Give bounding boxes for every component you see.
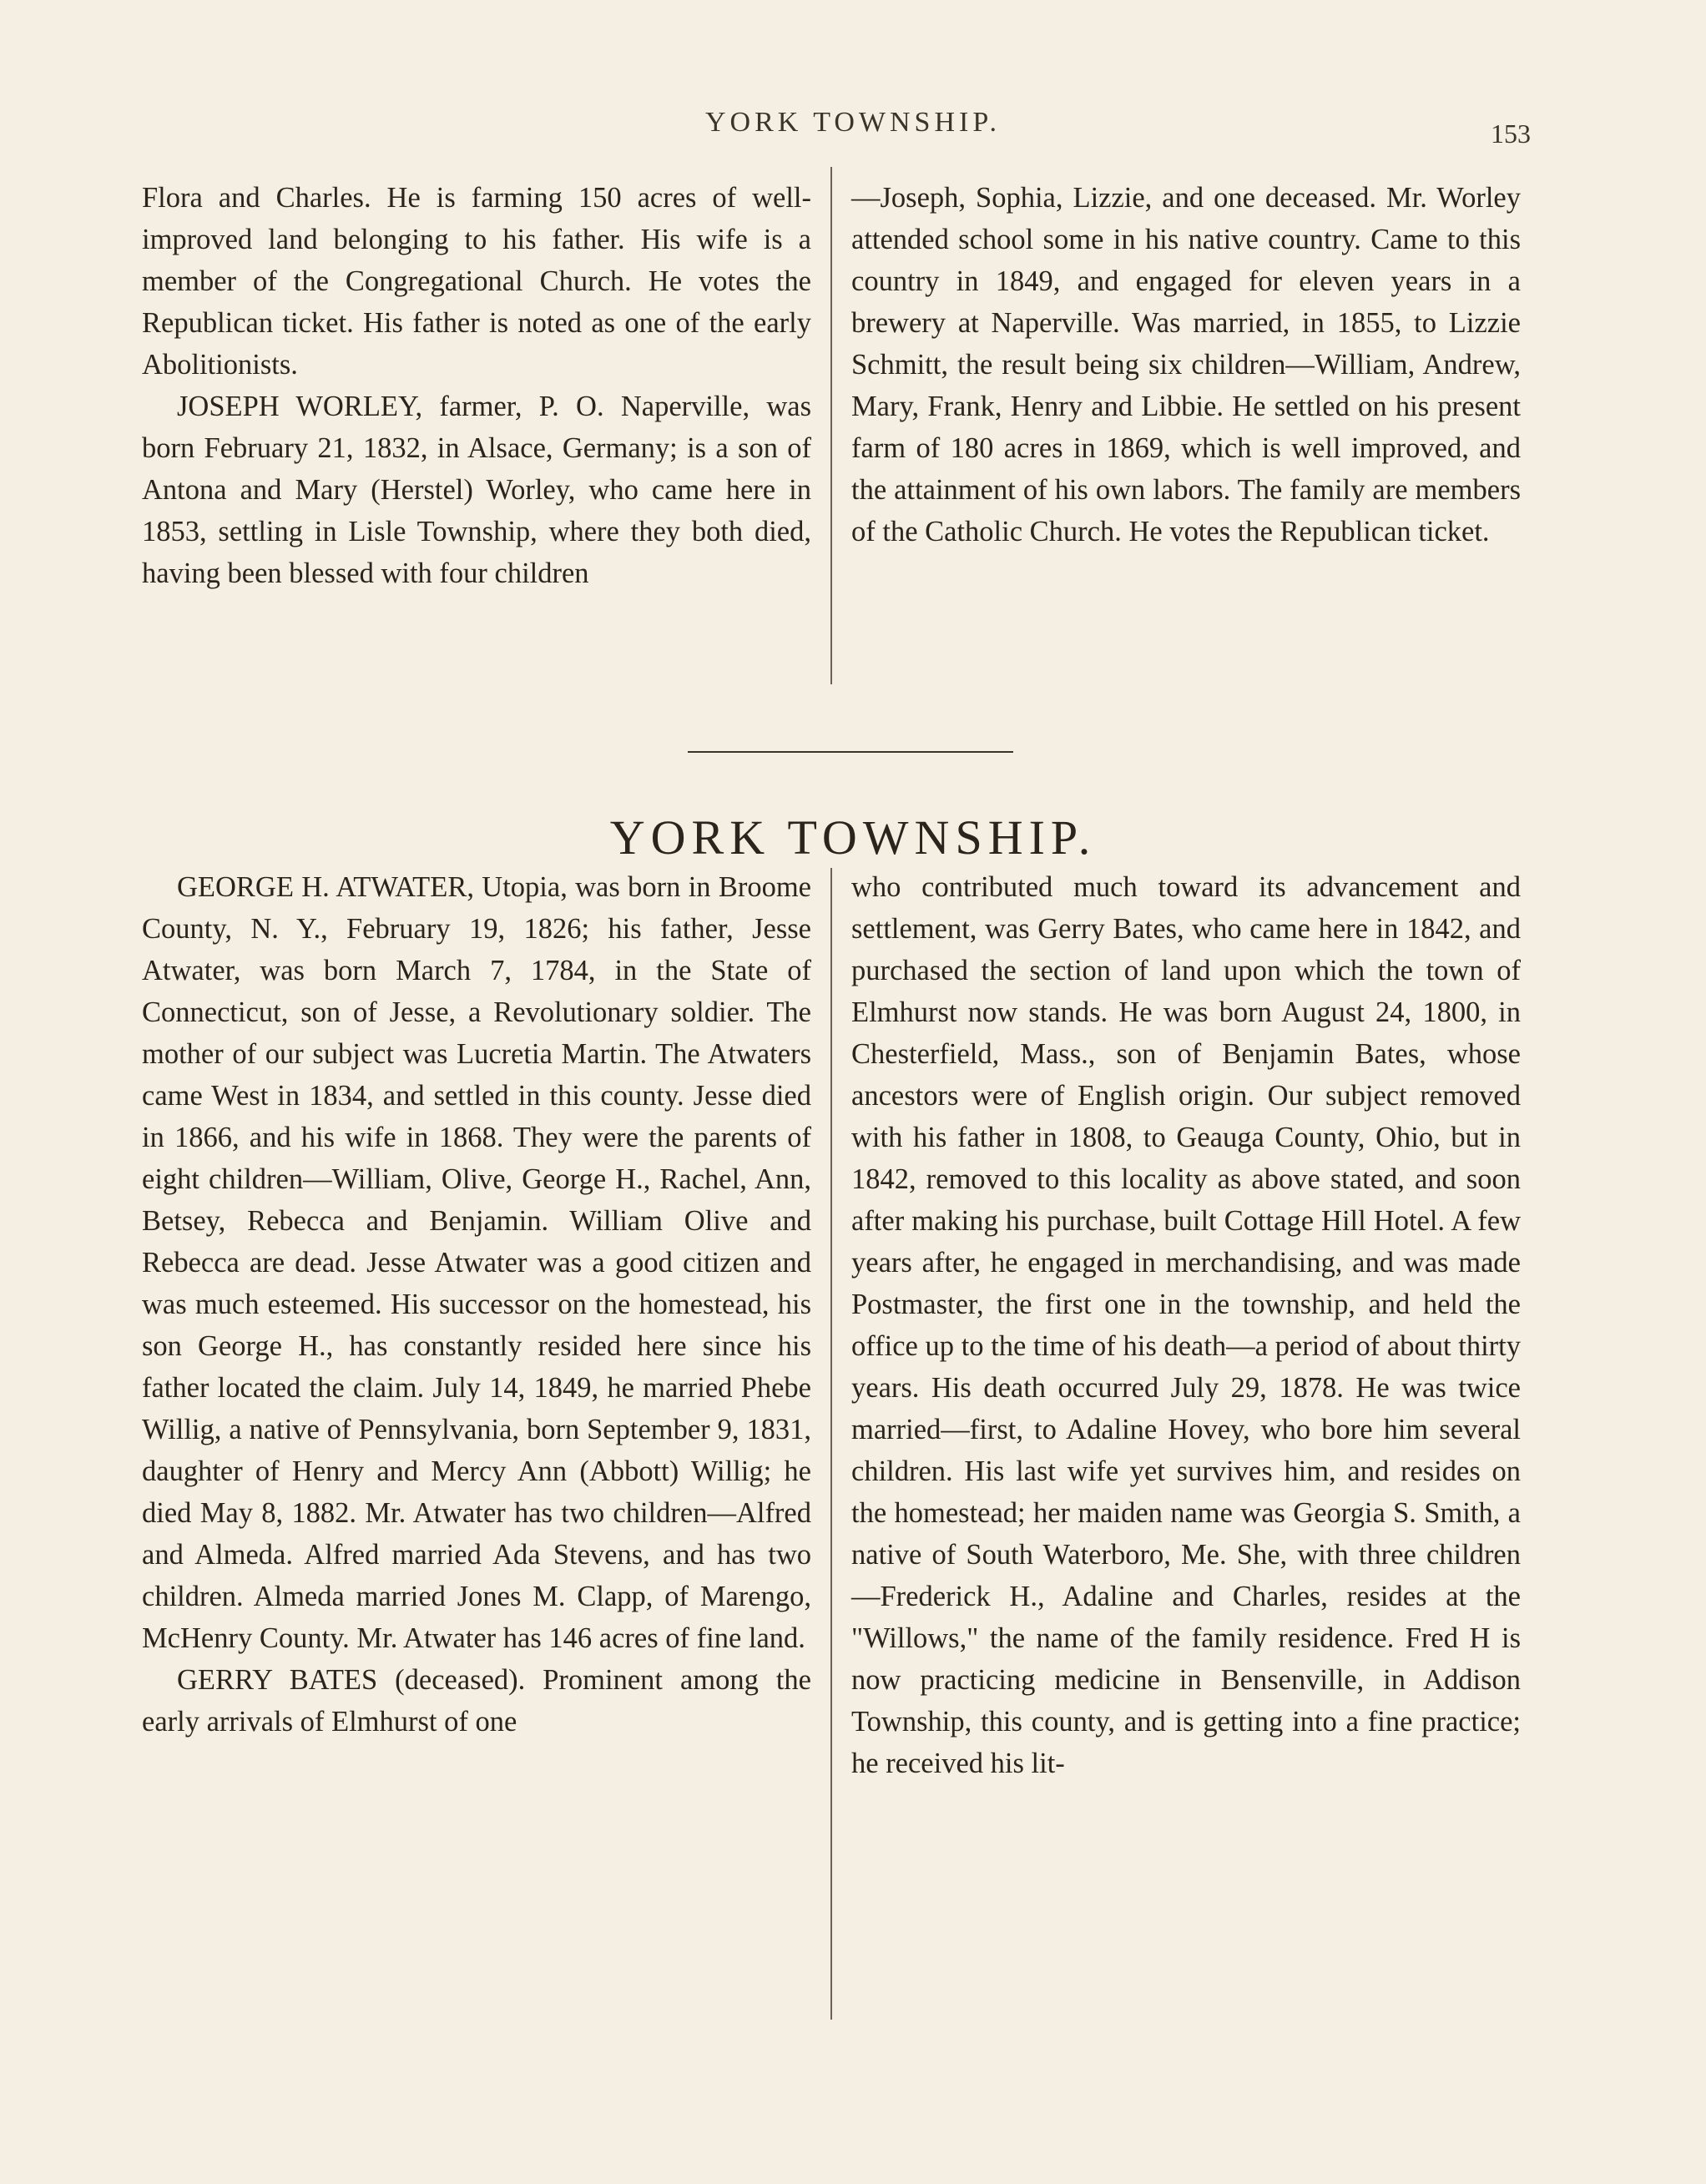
column-divider-bottom bbox=[830, 868, 832, 2020]
top-left-column bbox=[142, 177, 811, 594]
running-head: YORK TOWNSHIP. bbox=[704, 107, 1001, 138]
top-right-column bbox=[851, 177, 1521, 552]
column-divider-top bbox=[830, 167, 832, 684]
paragraph-joseph-worley: JOSEPH WORLEY, farmer, P. O. Naperville, was born February 21, 1832, in Alsace, Germany; is a son of Antona and Mary (Herstel) Worley, who came here in 1853, settling in Lisle Township, where they both died, having been blessed with four children bbox=[142, 391, 811, 589]
paragraph-george-atwater: GEORGE H. ATWATER, Utopia, was born in Broome County, N. Y., February 19, 1826; his father, Jesse Atwater, was born March 7, 1784, in the State of Connecticut, son of Jesse, a Revolutionary soldier. The mother of our subject was Lucretia Martin. The Atwaters came West in 1834, and settled in this county. Jesse died in 1866, and his wife in 1868. They were the parents of eight children—William, Olive, George H., Rachel, Ann, Betsey, Rebecca and Benjamin. William Olive and Rebecca are dead. Jesse Atwater was a good citizen and was much esteemed. His successor on the homestead, his son George H., has constantly resided here since his father located the claim. July 14, 1849, he married Phebe Willig, a native of Pennsylvania, born September 9, 1831, daughter of Henry and Mercy Ann (Abbott) Willig; he died May 8, 1882. Mr. Atwater has two children—Alfred and Almeda. Alfred married Ada Stevens, and has two children. Almeda married Jones M. Clapp, of Marengo, McHenry County. Mr. Atwater has 146 acres of fine land. bbox=[142, 871, 811, 1654]
bottom-right-column bbox=[851, 866, 1521, 1784]
page-number: 153 bbox=[1491, 119, 1531, 149]
paragraph-continued: Flora and Charles. He is farming 150 acres of well-improved land belonging to his father. His wife is a member of the Congregational Church. He votes the Republican ticket. His father is noted as one of the early Abolitionists. bbox=[142, 182, 811, 381]
section-separator bbox=[688, 751, 1013, 753]
section-title: YORK TOWNSHIP. bbox=[609, 810, 1097, 865]
paragraph-worley-continued: —Joseph, Sophia, Lizzie, and one deceased. Mr. Worley attended school some in his native country. Came to this country in 1849, and engaged for eleven years in a brewery at Naperville. Was married, in 1855, to Lizzie Schmitt, the result being six children—William, Andrew, Mary, Frank, Henry and Libbie. He settled on his present farm of 180 acres in 1869, which is well improved, and the attainment of his own labors. The family are members of the Catholic Church. He votes the Republican ticket. bbox=[851, 182, 1521, 547]
bottom-left-column bbox=[142, 866, 811, 1743]
paragraph-bates-continued: who contributed much toward its advancement and settlement, was Gerry Bates, who came here in 1842, and purchased the section of land upon which the town of Elmhurst now stands. He was born August 24, 1800, in Chesterfield, Mass., son of Benjamin Bates, whose ancestors were of English origin. Our subject removed with his father in 1808, to Geauga County, Ohio, but in 1842, removed to this locality as above stated, and soon after making his purchase, built Cottage Hill Hotel. A few years after, he engaged in merchandising, and was made Postmaster, the first one in the township, and held the office up to the time of his death—a period of about thirty years. His death occurred July 29, 1878. He was twice married—first, to Adaline Hovey, who bore him several children. His last wife yet survives him, and resides on the homestead; her maiden name was Georgia S. Smith, a native of South Waterboro, Me. She, with three children—Frederick H., Adaline and Charles, resides at the "Willows," the name of the family residence. Fred H is now practicing medicine in Bensenville, in Addison Township, this county, and is getting into a fine practice; he received his lit- bbox=[851, 871, 1521, 1779]
paragraph-gerry-bates: GERRY BATES (deceased). Prominent among the early arrivals of Elmhurst of one bbox=[142, 1664, 811, 1738]
